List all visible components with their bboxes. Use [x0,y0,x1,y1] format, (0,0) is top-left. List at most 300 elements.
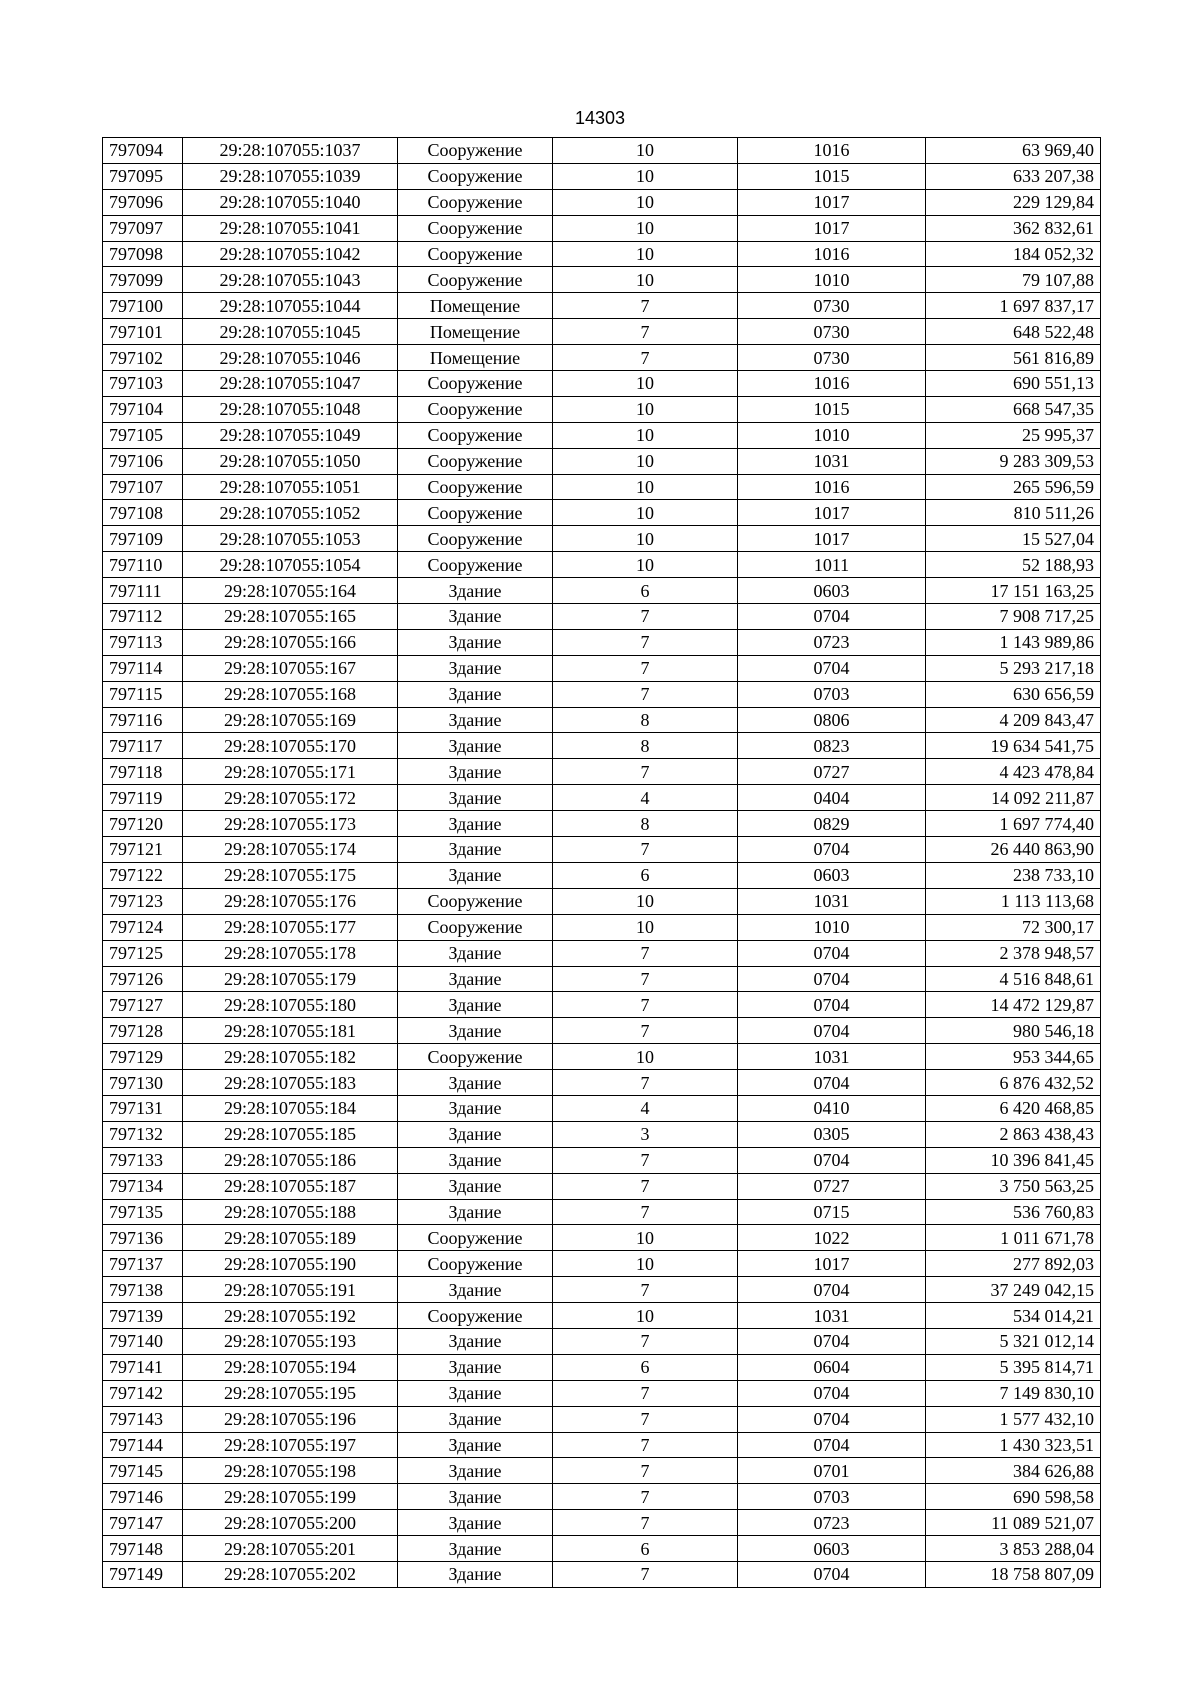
group-cell: 8 [553,811,738,837]
code-cell: 1010 [738,914,926,940]
group-cell: 10 [553,215,738,241]
object-type-cell: Сооружение [398,371,553,397]
cadastral-value-cell: 25 995,37 [926,422,1101,448]
cadastral-value-cell: 10 396 841,45 [926,1147,1101,1173]
group-cell: 7 [553,1328,738,1354]
cadastral-value-cell: 229 129,84 [926,189,1101,215]
row-number-cell: 797110 [103,552,183,578]
cadastral-number-cell: 29:28:107055:173 [183,811,398,837]
object-type-cell: Здание [398,707,553,733]
group-cell: 10 [553,914,738,940]
code-cell: 0704 [738,966,926,992]
cadastral-value-cell: 11 089 521,07 [926,1510,1101,1536]
group-cell: 10 [553,448,738,474]
code-cell: 1010 [738,267,926,293]
cadastral-number-cell: 29:28:107055:1050 [183,448,398,474]
row-number-cell: 797098 [103,241,183,267]
table-row [103,681,1101,707]
cadastral-number-cell: 29:28:107055:167 [183,655,398,681]
cadastral-value-cell: 14 092 211,87 [926,785,1101,811]
row-number-cell: 797149 [103,1561,183,1587]
code-cell: 0704 [738,1018,926,1044]
cadastral-value-cell: 265 596,59 [926,474,1101,500]
cadastral-value-cell: 5 395 814,71 [926,1354,1101,1380]
cadastral-value-cell: 534 014,21 [926,1303,1101,1329]
cadastral-number-cell: 29:28:107055:164 [183,578,398,604]
object-type-cell: Сооружение [398,215,553,241]
object-type-cell: Здание [398,811,553,837]
cadastral-number-cell: 29:28:107055:183 [183,1070,398,1096]
cadastral-number-cell: 29:28:107055:1051 [183,474,398,500]
group-cell: 7 [553,1147,738,1173]
cadastral-number-cell: 29:28:107055:1043 [183,267,398,293]
group-cell: 7 [553,1277,738,1303]
code-cell: 1010 [738,422,926,448]
group-cell: 7 [553,1406,738,1432]
cadastral-number-cell: 29:28:107055:1054 [183,552,398,578]
cadastral-number-cell: 29:28:107055:1047 [183,371,398,397]
cadastral-number-cell: 29:28:107055:1042 [183,241,398,267]
cadastral-value-cell: 19 634 541,75 [926,733,1101,759]
object-type-cell: Здание [398,759,553,785]
code-cell: 1015 [738,396,926,422]
code-cell: 1031 [738,448,926,474]
object-type-cell: Здание [398,1147,553,1173]
page-number: 14303 [574,108,626,128]
object-type-cell: Сооружение [398,1251,553,1277]
code-cell: 1016 [738,241,926,267]
code-cell: 0701 [738,1458,926,1484]
code-cell: 1031 [738,888,926,914]
object-type-cell: Сооружение [398,1225,553,1251]
cadastral-number-cell: 29:28:107055:175 [183,862,398,888]
table-row [103,888,1101,914]
code-cell: 0603 [738,1536,926,1562]
code-cell: 0823 [738,733,926,759]
row-number-cell: 797114 [103,655,183,681]
cadastral-number-cell: 29:28:107055:166 [183,629,398,655]
group-cell: 10 [553,422,738,448]
object-type-cell: Здание [398,604,553,630]
code-cell: 1017 [738,500,926,526]
group-cell: 3 [553,1121,738,1147]
row-number-cell: 797095 [103,163,183,189]
table-row [103,1251,1101,1277]
row-number-cell: 797139 [103,1303,183,1329]
object-type-cell: Здание [398,1070,553,1096]
code-cell: 0410 [738,1095,926,1121]
object-type-cell: Здание [398,1277,553,1303]
group-cell: 6 [553,1536,738,1562]
row-number-cell: 797123 [103,888,183,914]
code-cell: 0704 [738,1328,926,1354]
table-row [103,422,1101,448]
cadastral-number-cell: 29:28:107055:202 [183,1561,398,1587]
cadastral-value-cell: 1 577 432,10 [926,1406,1101,1432]
row-number-cell: 797127 [103,992,183,1018]
table-row [103,966,1101,992]
code-cell: 0704 [738,604,926,630]
row-number-cell: 797105 [103,422,183,448]
cadastral-value-cell: 6 876 432,52 [926,1070,1101,1096]
row-number-cell: 797143 [103,1406,183,1432]
cadastral-value-cell: 72 300,17 [926,914,1101,940]
cadastral-number-cell: 29:28:107055:193 [183,1328,398,1354]
row-number-cell: 797117 [103,733,183,759]
cadastral-value-cell: 277 892,03 [926,1251,1101,1277]
table-row [103,1458,1101,1484]
cadastral-value-cell: 2 863 438,43 [926,1121,1101,1147]
group-cell: 7 [553,1173,738,1199]
object-type-cell: Здание [398,992,553,1018]
object-type-cell: Здание [398,1380,553,1406]
object-type-cell: Здание [398,1173,553,1199]
cadastral-value-cell: 668 547,35 [926,396,1101,422]
group-cell: 10 [553,371,738,397]
row-number-cell: 797126 [103,966,183,992]
table-row [103,862,1101,888]
cadastral-number-cell: 29:28:107055:196 [183,1406,398,1432]
table-row [103,319,1101,345]
cadastral-number-cell: 29:28:107055:194 [183,1354,398,1380]
code-cell: 0715 [738,1199,926,1225]
group-cell: 10 [553,474,738,500]
cadastral-value-cell: 7 908 717,25 [926,604,1101,630]
row-number-cell: 797111 [103,578,183,604]
cadastral-value-cell: 980 546,18 [926,1018,1101,1044]
object-type-cell: Сооружение [398,552,553,578]
table-row [103,733,1101,759]
cadastral-number-cell: 29:28:107055:195 [183,1380,398,1406]
code-cell: 0704 [738,655,926,681]
group-cell: 7 [553,681,738,707]
code-cell: 0730 [738,293,926,319]
group-cell: 10 [553,552,738,578]
cadastral-value-cell: 14 472 129,87 [926,992,1101,1018]
row-number-cell: 797122 [103,862,183,888]
cadastral-value-cell: 4 423 478,84 [926,759,1101,785]
cadastral-value-cell: 4 209 843,47 [926,707,1101,733]
code-cell: 0730 [738,345,926,371]
object-type-cell: Здание [398,1432,553,1458]
cadastral-value-cell: 953 344,65 [926,1044,1101,1070]
table-row [103,371,1101,397]
table-row [103,1380,1101,1406]
table-row [103,1303,1101,1329]
code-cell: 1015 [738,163,926,189]
group-cell: 7 [553,655,738,681]
cadastral-value-cell: 3 750 563,25 [926,1173,1101,1199]
cadastral-value-cell: 384 626,88 [926,1458,1101,1484]
cadastral-value-cell: 5 321 012,14 [926,1328,1101,1354]
group-cell: 7 [553,1484,738,1510]
row-number-cell: 797142 [103,1380,183,1406]
cadastral-number-cell: 29:28:107055:1053 [183,526,398,552]
cadastral-number-cell: 29:28:107055:182 [183,1044,398,1070]
row-number-cell: 797104 [103,396,183,422]
code-cell: 1016 [738,138,926,164]
cadastral-number-cell: 29:28:107055:169 [183,707,398,733]
object-type-cell: Сооружение [398,241,553,267]
table-row [103,500,1101,526]
row-number-cell: 797129 [103,1044,183,1070]
group-cell: 7 [553,992,738,1018]
table-row [103,1199,1101,1225]
object-type-cell: Здание [398,940,553,966]
cadastral-number-cell: 29:28:107055:178 [183,940,398,966]
object-type-cell: Сооружение [398,163,553,189]
object-type-cell: Здание [398,1199,553,1225]
object-type-cell: Помещение [398,293,553,319]
cadastral-value-cell: 26 440 863,90 [926,837,1101,863]
row-number-cell: 797120 [103,811,183,837]
cadastral-value-cell: 184 052,32 [926,241,1101,267]
row-number-cell: 797102 [103,345,183,371]
table-row [103,1095,1101,1121]
cadastral-value-cell: 2 378 948,57 [926,940,1101,966]
object-type-cell: Здание [398,862,553,888]
row-number-cell: 797118 [103,759,183,785]
row-number-cell: 797101 [103,319,183,345]
row-number-cell: 797140 [103,1328,183,1354]
table-row [103,241,1101,267]
cadastral-number-cell: 29:28:107055:190 [183,1251,398,1277]
row-number-cell: 797134 [103,1173,183,1199]
object-type-cell: Здание [398,655,553,681]
row-number-cell: 797100 [103,293,183,319]
group-cell: 10 [553,888,738,914]
table-row [103,1225,1101,1251]
group-cell: 10 [553,163,738,189]
cadastral-number-cell: 29:28:107055:1052 [183,500,398,526]
row-number-cell: 797119 [103,785,183,811]
object-type-cell: Сооружение [398,267,553,293]
group-cell: 6 [553,1354,738,1380]
code-cell: 0704 [738,940,926,966]
cadastral-value-cell: 633 207,38 [926,163,1101,189]
cadastral-value-cell: 63 969,40 [926,138,1101,164]
cadastral-number-cell: 29:28:107055:174 [183,837,398,863]
table-row [103,655,1101,681]
cadastral-number-cell: 29:28:107055:199 [183,1484,398,1510]
cadastral-value-cell: 52 188,93 [926,552,1101,578]
table-row [103,811,1101,837]
cadastral-number-cell: 29:28:107055:1041 [183,215,398,241]
code-cell: 1017 [738,526,926,552]
group-cell: 10 [553,526,738,552]
cadastral-number-cell: 29:28:107055:181 [183,1018,398,1044]
code-cell: 0704 [738,1277,926,1303]
table-row [103,1432,1101,1458]
group-cell: 10 [553,1225,738,1251]
group-cell: 10 [553,189,738,215]
group-cell: 7 [553,1018,738,1044]
table-row [103,293,1101,319]
row-number-cell: 797138 [103,1277,183,1303]
group-cell: 7 [553,1380,738,1406]
table-row [103,345,1101,371]
code-cell: 1016 [738,474,926,500]
group-cell: 10 [553,396,738,422]
group-cell: 7 [553,604,738,630]
cadastral-value-cell: 561 816,89 [926,345,1101,371]
code-cell: 1011 [738,552,926,578]
table-row [103,940,1101,966]
table-row [103,1070,1101,1096]
table-row [103,604,1101,630]
code-cell: 0704 [738,992,926,1018]
group-cell: 6 [553,578,738,604]
table-row [103,1147,1101,1173]
cadastral-number-cell: 29:28:107055:198 [183,1458,398,1484]
object-type-cell: Здание [398,629,553,655]
object-type-cell: Сооружение [398,526,553,552]
code-cell: 0727 [738,1173,926,1199]
group-cell: 7 [553,293,738,319]
cadastral-number-cell: 29:28:107055:1048 [183,396,398,422]
object-type-cell: Здание [398,1484,553,1510]
table-row [103,785,1101,811]
table-row [103,215,1101,241]
code-cell: 0723 [738,1510,926,1536]
registry-table [102,137,1101,1588]
cadastral-value-cell: 3 853 288,04 [926,1536,1101,1562]
code-cell: 0730 [738,319,926,345]
cadastral-number-cell: 29:28:107055:189 [183,1225,398,1251]
table-row [103,707,1101,733]
row-number-cell: 797115 [103,681,183,707]
group-cell: 10 [553,138,738,164]
object-type-cell: Сооружение [398,138,553,164]
group-cell: 7 [553,759,738,785]
cadastral-value-cell: 1 011 671,78 [926,1225,1101,1251]
cadastral-number-cell: 29:28:107055:186 [183,1147,398,1173]
code-cell: 0604 [738,1354,926,1380]
cadastral-number-cell: 29:28:107055:201 [183,1536,398,1562]
cadastral-value-cell: 648 522,48 [926,319,1101,345]
group-cell: 7 [553,1510,738,1536]
object-type-cell: Здание [398,785,553,811]
cadastral-number-cell: 29:28:107055:172 [183,785,398,811]
object-type-cell: Сооружение [398,448,553,474]
table-row [103,396,1101,422]
row-number-cell: 797146 [103,1484,183,1510]
cadastral-number-cell: 29:28:107055:192 [183,1303,398,1329]
table-row [103,267,1101,293]
cadastral-value-cell: 690 598,58 [926,1484,1101,1510]
group-cell: 10 [553,1251,738,1277]
group-cell: 10 [553,267,738,293]
code-cell: 0704 [738,1432,926,1458]
table-row [103,1018,1101,1044]
cadastral-number-cell: 29:28:107055:1040 [183,189,398,215]
table-row [103,526,1101,552]
cadastral-number-cell: 29:28:107055:180 [183,992,398,1018]
code-cell: 0829 [738,811,926,837]
code-cell: 0806 [738,707,926,733]
cadastral-value-cell: 79 107,88 [926,267,1101,293]
cadastral-number-cell: 29:28:107055:191 [183,1277,398,1303]
cadastral-number-cell: 29:28:107055:187 [183,1173,398,1199]
row-number-cell: 797130 [103,1070,183,1096]
object-type-cell: Здание [398,1018,553,1044]
row-number-cell: 797096 [103,189,183,215]
cadastral-value-cell: 5 293 217,18 [926,655,1101,681]
object-type-cell: Здание [398,1406,553,1432]
row-number-cell: 797109 [103,526,183,552]
registry-table-body [103,138,1101,1588]
row-number-cell: 797131 [103,1095,183,1121]
group-cell: 8 [553,707,738,733]
object-type-cell: Здание [398,1561,553,1587]
code-cell: 1017 [738,189,926,215]
object-type-cell: Сооружение [398,1044,553,1070]
row-number-cell: 797107 [103,474,183,500]
object-type-cell: Сооружение [398,474,553,500]
row-number-cell: 797128 [103,1018,183,1044]
cadastral-value-cell: 1 430 323,51 [926,1432,1101,1458]
object-type-cell: Помещение [398,319,553,345]
row-number-cell: 797137 [103,1251,183,1277]
code-cell: 0704 [738,1070,926,1096]
code-cell: 0603 [738,578,926,604]
object-type-cell: Здание [398,733,553,759]
object-type-cell: Здание [398,1510,553,1536]
cadastral-number-cell: 29:28:107055:1049 [183,422,398,448]
table-row [103,1510,1101,1536]
table-row [103,552,1101,578]
code-cell: 0723 [738,629,926,655]
row-number-cell: 797141 [103,1354,183,1380]
table-row [103,837,1101,863]
cadastral-number-cell: 29:28:107055:179 [183,966,398,992]
table-row [103,163,1101,189]
cadastral-value-cell: 1 697 837,17 [926,293,1101,319]
group-cell: 7 [553,629,738,655]
group-cell: 7 [553,345,738,371]
object-type-cell: Здание [398,1095,553,1121]
object-type-cell: Здание [398,681,553,707]
group-cell: 7 [553,1199,738,1225]
table-row [103,1173,1101,1199]
cadastral-number-cell: 29:28:107055:176 [183,888,398,914]
row-number-cell: 797106 [103,448,183,474]
code-cell: 0703 [738,681,926,707]
object-type-cell: Здание [398,1536,553,1562]
group-cell: 7 [553,1432,738,1458]
table-row [103,992,1101,1018]
group-cell: 7 [553,940,738,966]
cadastral-value-cell: 7 149 830,10 [926,1380,1101,1406]
cadastral-value-cell: 6 420 468,85 [926,1095,1101,1121]
group-cell: 7 [553,1458,738,1484]
cadastral-number-cell: 29:28:107055:171 [183,759,398,785]
code-cell: 1017 [738,1251,926,1277]
cadastral-value-cell: 362 832,61 [926,215,1101,241]
row-number-cell: 797124 [103,914,183,940]
row-number-cell: 797103 [103,371,183,397]
code-cell: 0704 [738,1147,926,1173]
row-number-cell: 797136 [103,1225,183,1251]
table-row [103,1328,1101,1354]
code-cell: 1016 [738,371,926,397]
cadastral-value-cell: 17 151 163,25 [926,578,1101,604]
row-number-cell: 797145 [103,1458,183,1484]
row-number-cell: 797144 [103,1432,183,1458]
cadastral-value-cell: 536 760,83 [926,1199,1101,1225]
code-cell: 0727 [738,759,926,785]
code-cell: 0603 [738,862,926,888]
